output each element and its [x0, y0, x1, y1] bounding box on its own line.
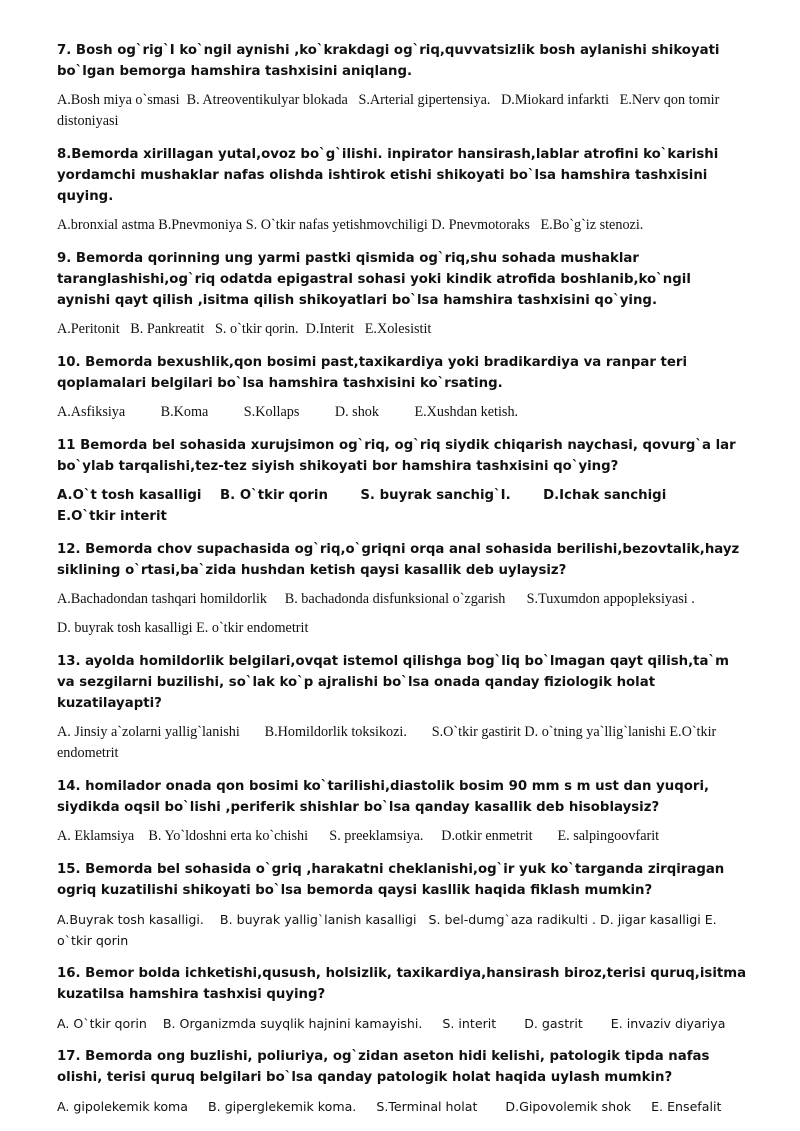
answers-15: A.Buyrak tosh kasalligi. B. buyrak yallig`lanish kasalligi S. bel-dumg`aza radikulti . D. jigar kasalligi E. o`tkir qorin — [57, 912, 721, 948]
question-17: 17. Bemorda ong buzlishi, poliuriya, og`zidan aseton hidi kelishi, patologik tipda nafas olishi, terisi quruq belgilari bo`lsa qanday patologik holat haqida uylash mumkin? — [57, 1049, 710, 1085]
question-9: 9. Bemorda qorinning ung yarmi pastki qismida og`riq,shu sohada mushaklar taranglashishi,og`riq odatda epigastral sohasi yoki kindik atrofida boshlanib,ko`ngil aynishi qayt qilish ,isitma qilish shikoyatlari bo`lsa hamshira tashxisini qo`ying. — [57, 251, 691, 308]
answers-7: A.Bosh miya o`smasi B. Atreoventikulyar blokada S.Arterial gipertensiya. D.Miokard infarkti E.Nerv qon tomir distoniyasi — [57, 92, 723, 129]
answers-10: A.Asfiksiya B.Koma S.Kollaps D. shok E.Xushdan ketish. — [57, 404, 519, 420]
answers-11: A.O`t tosh kasalligi B. O`tkir qorin S. buyrak sanchig`I. D.Ichak sanchigi E.O`tkir interit — [57, 488, 695, 524]
question-12: 12. Bemorda chov supachasida og`riq,o`griqni orqa anal sohasida berilishi,bezovtalik,hayz siklining o`rtasi,ba`zida hushdan ketish qaysi kasallik deb uylaysiz? — [57, 542, 740, 578]
answers-14: A. Eklamsiya B. Yo`ldoshni erta ko`chishi S. preeklamsiya. D.otkir enmetrit E. salpingoovfarit — [57, 828, 660, 844]
answers-13: A. Jinsiy a`zolarni yallig`lanishi B.Homildorlik toksikozi. S.O`tkir gastirit D. o`tning ya`llig`lanishi E.O`tkir endometrit — [57, 724, 720, 761]
question-7: 7. Bosh og`rig`I ko`ngil aynishi ,ko`krakdagi og`riq,quvvatsizlik bosh aylanishi shikoyati bo`lgan bemorga hamshira tashxisini aniqlang. — [57, 43, 720, 79]
quiz-document — [57, 40, 747, 1117]
answers-9: A.Peritonit B. Pankreatit S. o`tkir qorin. D.Interit E.Xolesistit — [57, 321, 432, 337]
answers-12-line-2: D. buyrak tosh kasalligi E. o`tkir endometrit — [57, 620, 309, 636]
answers-12-line-1: A.Bachadondan tashqari homildorlik B. bachadonda disfunksional o`zgarish S.Tuxumdon appopleksiyasi . — [57, 591, 695, 607]
question-16: 16. Bemor bolda ichketishi,qusush, holsizlik, taxikardiya,hansirash biroz,terisi quruq,isitma kuzatilsa hamshira tashxisi quying? — [57, 966, 747, 1002]
question-14: 14. homilador onada qon bosimi ko`tarilishi,diastolik bosim 90 mm s m ust dan yuqori, siydikda oqsil bo`lishi ,periferik shishlar bo`lsa qanday kasallik deb hisoblaysiz? — [57, 779, 710, 815]
question-8: 8.Bemorda xirillagan yutal,ovoz bo`g`ilishi. inpirator hansirash,lablar atrofini ko`karishi yordamchi mushaklar nafas olishda ishtirok etishi shikoyati bo`lsa hamshira tashxisini quying. — [57, 147, 719, 204]
answers-17: A. gipolekemik koma B. giperglekemik koma. S.Terminal holat D.Gipovolemik shok E. Ensefalit — [57, 1099, 722, 1114]
question-15: 15. Bemorda bel sohasida o`griq ,harakatni cheklanishi,og`ir yuk ko`targanda zirqiragan ogriq kuzatilishi shikoyati bo`lsa bemorda qaysi kasllik haqida fiklash mumkin? — [57, 862, 725, 898]
question-11: 11 Bemorda bel sohasida xurujsimon og`riq, og`riq siydik chiqarish naychasi, qovurg`a lar bo`ylab tarqalishi,tez-tez siyish shikoyati bor hamshira tashxisini qo`ying? — [57, 438, 736, 474]
answers-8: A.bronxial astma B.Pnevmoniya S. O`tkir nafas yetishmovchiligi D. Pnevmotoraks E.Bo`g`iz stenozi. — [57, 217, 644, 233]
question-10: 10. Bemorda bexushlik,qon bosimi past,taxikardiya yoki bradikardiya va ranpar teri qoplamalari belgilari bo`lsa hamshira tashxisini ko`rsating. — [57, 355, 687, 391]
question-13: 13. ayolda homildorlik belgilari,ovqat istemol qilishga bog`liq bo`lmagan qayt qilish,ta`m va sezgilarni buzilishi, so`lak ko`p ajralishi bo`lsa onada qanday fiziologik holat kuzatilayapti? — [57, 654, 730, 711]
answers-16: A. O`tkir qorin B. Organizmda suyqlik hajnini kamayishi. S. interit D. gastrit E. invaziv diyariya — [57, 1016, 726, 1031]
